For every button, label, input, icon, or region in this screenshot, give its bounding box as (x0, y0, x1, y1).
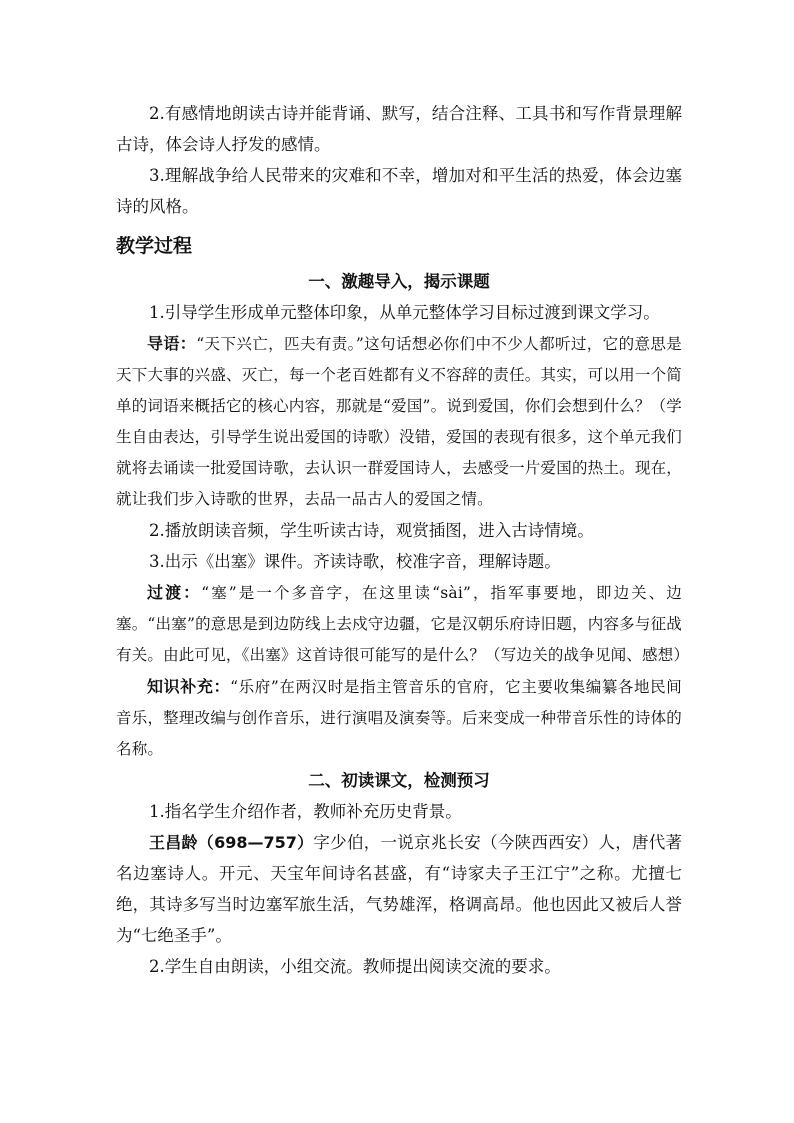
part1-step2: 2.播放朗读音频，学生听读古诗，观赏插图，进入古诗情境。 (149, 521, 594, 540)
part1-step3: 3.出示《出塞》课件。齐读诗歌，校准字音，理解诗题。 (149, 552, 561, 571)
part2-step1: 1.指名学生介绍作者，教师补充历史背景。 (149, 802, 462, 821)
part2-title: 二、初读课文，检测预习 (308, 771, 490, 790)
knowledge-text: “乐府”在两汉时是指主管音乐的官府，它主要收集编纂各地民间音乐，整理改编与创作音乐，进行演唱及演奏等。后来变成一种带音乐性的诗体的名称。 (116, 678, 682, 758)
document-body (116, 98, 690, 982)
intro-paragraph (116, 328, 682, 515)
knowledge-paragraph (116, 671, 682, 765)
part1-step1: 1.引导学生形成单元整体印象，从单元整体学习目标过渡到课文学习。 (149, 303, 660, 322)
part2-step2: 2.学生自由朗读，小组交流。教师提出阅读交流的要求。 (149, 957, 561, 976)
part1-title: 一、激趣导入，揭示课题 (308, 272, 490, 291)
transition-text: “塞”是一个多音字，在这里读“sài”，指军事要地，即边关、边塞。“出塞”的意思是到边防线上去戍守边疆，它是汉朝乐府诗旧题，内容多与征战有关。由此可见，《出塞》这首诗很可能写的是什么？（写边关的战争见闻、感想） (116, 584, 690, 664)
author-label: 王昌龄（698—757） (149, 833, 314, 852)
intro-text: “天下兴亡，匹夫有责。”这句话想必你们中不少人都听过，它的意思是天下大事的兴盛、灭亡，每一个老百姓都有义不容辞的责任。其实，可以用一个简单的词语来概括它的核心内容，那就是“爱国”。说到爱国，你们会想到什么？（学生自由表达，引导学生说出爱国的诗歌）没错，爱国的表现有很多，这个单元我们就将去诵读一批爱国诗歌，去认识一群爱国诗人，去感受一片爱国的热土。现在，就让我们步入诗歌的世界，去品一品古人的爱国之情。 (116, 335, 682, 508)
knowledge-label: 知识补充： (147, 677, 231, 696)
section-heading-teaching-process: 教学过程 (116, 235, 193, 257)
goal-item-2: 2.有感情地朗读古诗并能背诵、默写，结合注释、工具书和写作背景理解古诗，体会诗人抒发的感情。 (116, 104, 682, 154)
author-paragraph (116, 827, 682, 951)
transition-paragraph (116, 577, 690, 671)
transition-label: 过渡： (147, 583, 202, 602)
author-text: 字少伯，一说京兆长安（今陕西西安）人，唐代著名边塞诗人。开元、天宝年间诗名甚盛，有“诗家夫子王江宁”之称。尤擅七绝，其诗多写当时边塞军旅生活，气势雄浑，格调高昂。他也因此又被后人誉为“七绝圣手”。 (116, 833, 682, 945)
intro-label: 导语： (147, 334, 197, 353)
goal-item-3: 3.理解战争给人民带来的灾难和不幸，增加对和平生活的热爱，体会边塞诗的风格。 (116, 166, 682, 216)
